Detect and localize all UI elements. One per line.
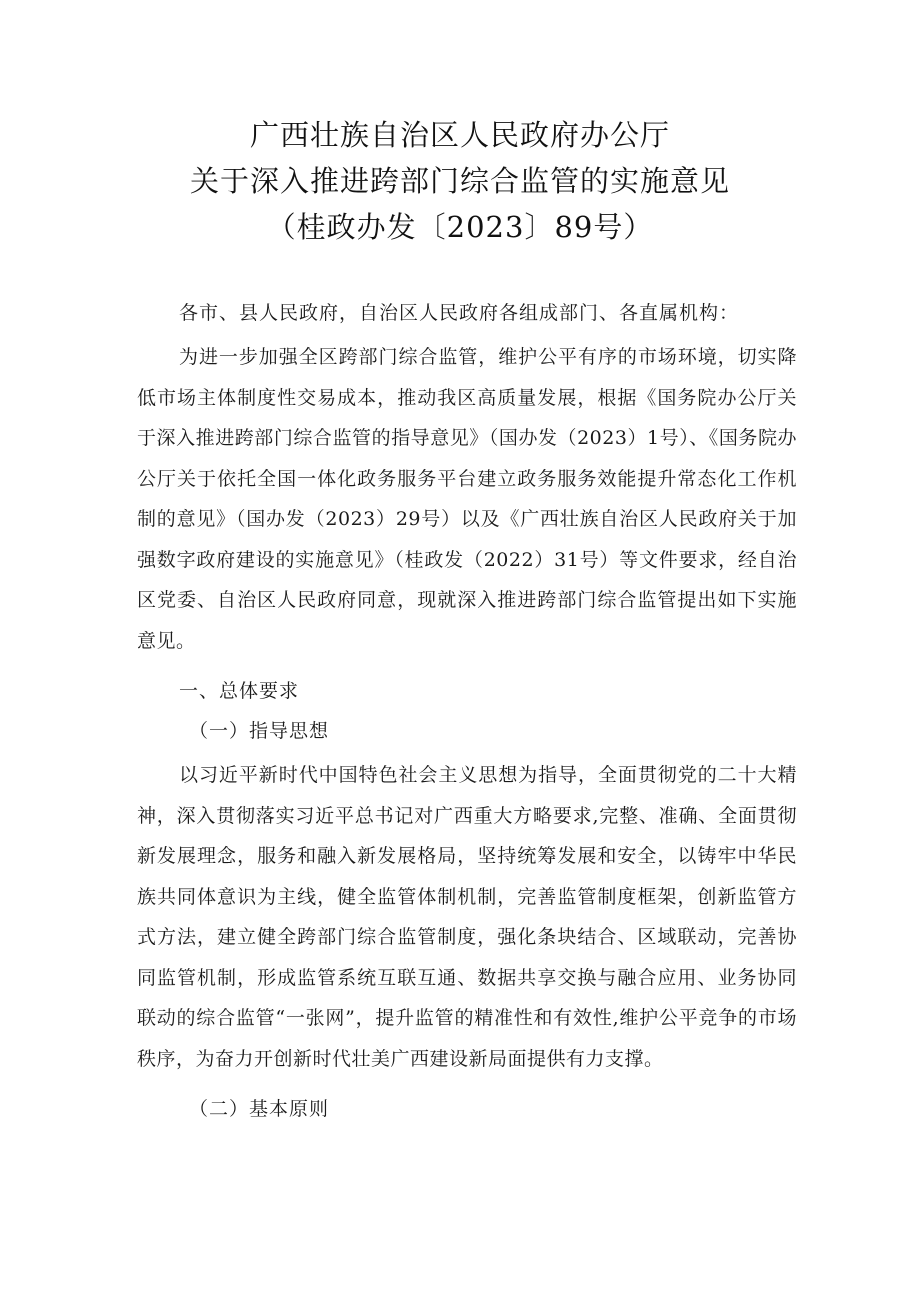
document-title [0,112,920,250]
document-body [137,293,797,1129]
title-subject: 关于深入推进跨部门综合监管的实施意见 [189,164,730,198]
title-issuer: 广西壮族自治区人民政府办公厅 [249,118,670,152]
guiding-ideology-paragraph: 以习近平新时代中国特色社会主义思想为指导，全面贯彻党的二十大精神，深入贯彻落实习近平总书记对广西重大方略要求,完整、准确、全面贯彻新发展理念，服务和融入新发展格局，坚持统筹发展和安全，以铸牢中华民族共同体意识为主线，健全监管体制机制，完善监管制度框架，创新监管方式方法，建立健全跨部门综合监管制度，强化条块结合、区域联动，完善协同监管机制，形成监管系统互联互通、数据共享交换与融合应用、业务协同联动的综合监管“一张网”，提升监管的精准性和有效性,维护公平竞争的市场秩序，为奋力开创新时代壮美广西建设新局面提供有力支撑。 [137,764,797,1070]
subsection-heading-basic-principles: （二）基本原则 [189,1098,330,1120]
section-heading-general-requirements: 一、总体要求 [179,680,300,702]
title-document-number: （桂政办发〔2023〕89号） [266,210,654,244]
intro-paragraph: 为进一步加强全区跨部门综合监管，维护公平有序的市场环境，切实降低市场主体制度性交易成本，推动我区高质量发展，根据《国务院办公厅关于深入推进跨部门综合监管的指导意见》（国办发（2023）1号）、《国务院办公厅关于依托全国一体化政务服务平台建立政务服务效能提升常态化工作机制的意见》（国办发（2023）29号）以及《广西壮族自治区人民政府关于加强数字政府建设的实施意见》（桂政发（2022）31号）等文件要求，经自治区党委、自治区人民政府同意，现就深入推进跨部门综合监管提出如下实施意见。 [137,346,797,652]
subsection-heading-guiding-ideology: （一）指导思想 [189,720,330,742]
salutation: 各市、县人民政府，自治区人民政府各组成部门、各直属机构： [179,302,740,324]
